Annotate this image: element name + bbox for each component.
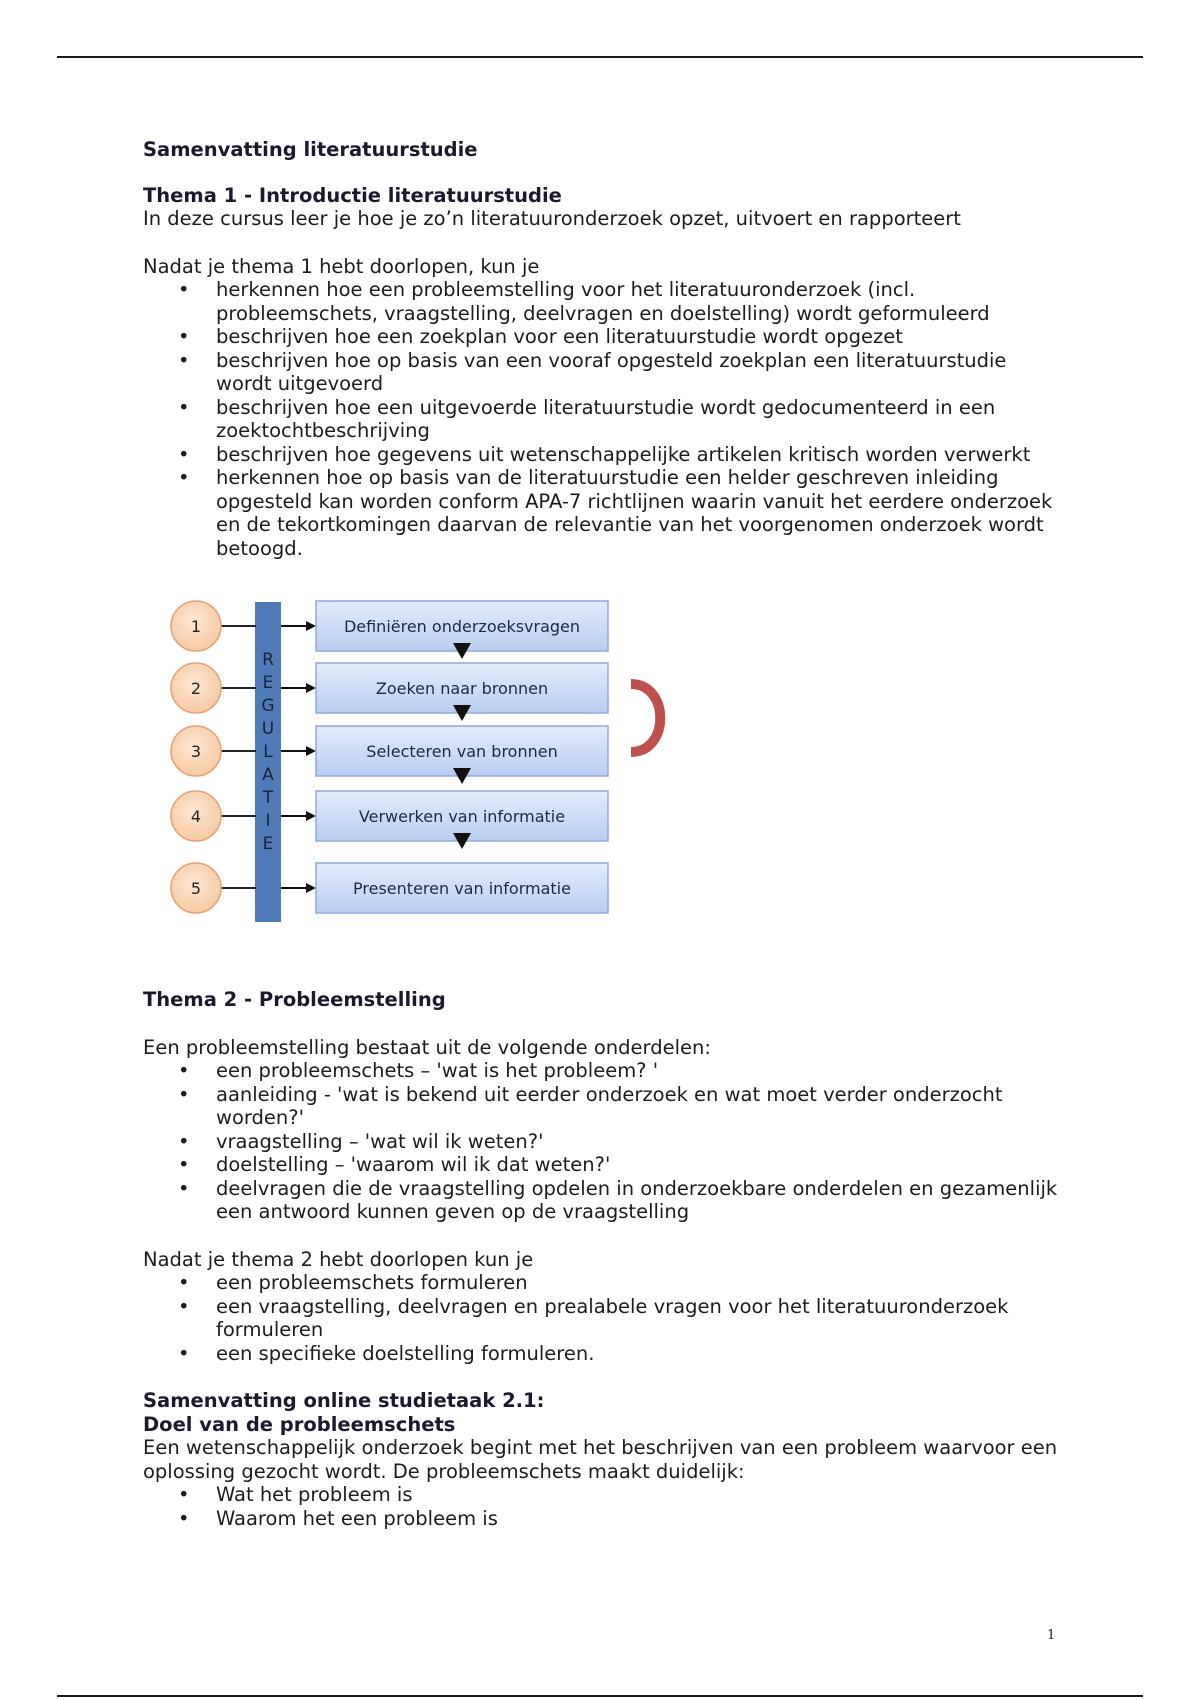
taak21-bullet-list (143, 1483, 1063, 1530)
thema2-bullet-list (143, 1059, 1063, 1224)
list-item: • beschrijven hoe gegevens uit wetenschappelijke artikelen kritisch worden verwerkt (216, 443, 1063, 467)
list-item: • een vraagstelling, deelvragen en prealabele vragen voor het literatuuronderzoek formuleren (216, 1295, 1063, 1342)
thema1-lead: Nadat je thema 1 hebt doorlopen, kun je (143, 254, 540, 278)
arrow-head-icon (306, 621, 316, 631)
taak21-text: Een wetenschappelijk onderzoek begint met het beschrijven van een probleem waarvoor een oplossing gezocht wordt. De probleemschets maakt duidelijk: (143, 1436, 1058, 1483)
document-title: Samenvatting literatuurstudie (143, 138, 478, 161)
list-item: • herkennen hoe op basis van de literatuurstudie een helder geschreven inleiding opgesteld kan worden conform APA-7 richtlijnen waarin vanuit het eerdere onderzoek en de tekortkomingen daarvan de relevantie van het voorgenomen onderzoek wordt betoogd. (216, 466, 1063, 560)
taak21-subheading: Doel van de probleemschets (143, 1412, 456, 1436)
thema1-bullet-list (143, 278, 1063, 560)
footer-rule (57, 1695, 1143, 1697)
page-number: 1 (1047, 1628, 1056, 1643)
step-number: 4 (190, 807, 202, 826)
thema1-heading: Thema 1 - Introductie literatuurstudie (143, 183, 562, 207)
list-item: • Wat het probleem is (216, 1483, 1063, 1507)
regulatie-label: R E G U L A T I E (261, 650, 275, 854)
list-item: • een probleemschets formuleren (216, 1271, 1063, 1295)
list-item: • deelvragen die de vraagstelling opdelen in onderzoekbare onderdelen en gezamenlijk een antwoord kunnen geven op de vraagstelling (216, 1177, 1063, 1224)
header-rule (57, 56, 1143, 58)
arrow-head-icon (306, 883, 316, 893)
list-item: • herkennen hoe een probleemstelling voor het literatuuronderzoek (incl. probleemschets, vraagstelling, deelvragen en doelstelling) wordt geformuleerd (216, 278, 1063, 325)
step-label: Selecteren van bronnen (366, 742, 558, 761)
arrow-head-icon (306, 746, 316, 756)
process-diagram-svg (170, 600, 690, 930)
thema1-intro: In deze cursus leer je hoe je zo’n literatuuronderzoek opzet, uitvoert en rapporteert (143, 207, 961, 230)
step-label: Verwerken van informatie (358, 807, 566, 826)
list-item: • vraagstelling – 'wat wil ik weten?' (216, 1130, 1063, 1154)
thema2-lead2: Nadat je thema 2 hebt doorlopen kun je (143, 1247, 534, 1271)
step-number: 1 (190, 617, 202, 636)
arrow-head-icon (306, 811, 316, 821)
list-item: • beschrijven hoe een zoekplan voor een literatuurstudie wordt opgezet (216, 325, 1063, 349)
step-number: 5 (190, 879, 202, 898)
step-label: Presenteren van informatie (353, 879, 571, 898)
document-body (143, 138, 1063, 1530)
list-item: • doelstelling – 'waarom wil ik dat weten?' (216, 1153, 1063, 1177)
step-number: 2 (190, 679, 202, 698)
feedback-loop-connector (631, 684, 660, 752)
list-item: • aanleiding - 'wat is bekend uit eerder onderzoek en wat moet verder onderzocht worden?' (216, 1083, 1063, 1130)
list-item: • een probleemschets – 'wat is het probleem? ' (216, 1059, 1063, 1083)
list-item: • beschrijven hoe op basis van een vooraf opgesteld zoekplan een literatuurstudie wordt uitgevoerd (216, 349, 1063, 396)
thema2-bullet-list-2 (143, 1271, 1063, 1365)
step-label: Definiëren onderzoeksvragen (343, 617, 581, 636)
research-process-diagram (170, 600, 690, 930)
list-item: • een specifieke doelstelling formuleren. (216, 1342, 1063, 1366)
step-number: 3 (190, 742, 202, 761)
step-label: Zoeken naar bronnen (375, 679, 549, 698)
taak21-heading: Samenvatting online studietaak 2.1: (143, 1389, 545, 1412)
thema2-heading: Thema 2 - Probleemstelling (143, 988, 446, 1011)
list-item: • beschrijven hoe een uitgevoerde literatuurstudie wordt gedocumenteerd in een zoektochtbeschrijving (216, 396, 1063, 443)
arrow-head-icon (306, 683, 316, 693)
list-item: • Waarom het een probleem is (216, 1507, 1063, 1531)
thema2-lead: Een probleemstelling bestaat uit de volgende onderdelen: (143, 1035, 711, 1059)
